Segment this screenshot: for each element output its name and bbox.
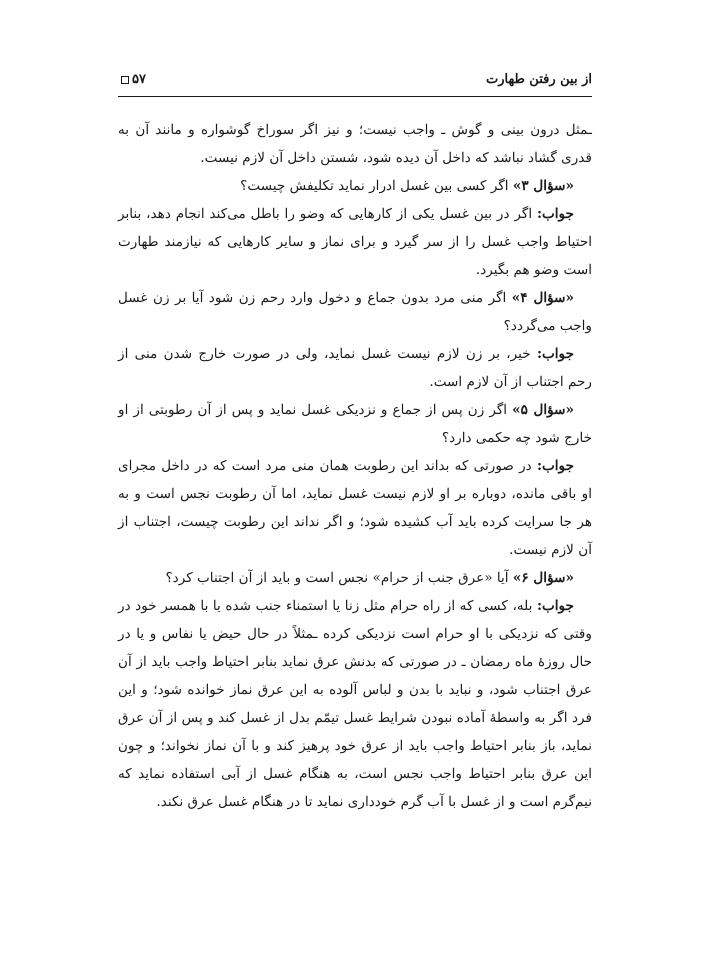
page-body	[118, 116, 592, 816]
question-4	[118, 284, 592, 340]
question-text: اگر کسی بین غسل ادرار نماید تکلیفش چیست؟	[240, 178, 513, 194]
answer-4	[118, 340, 592, 396]
answer-5	[118, 452, 592, 564]
page-number-group	[118, 72, 146, 87]
question-5	[118, 396, 592, 452]
question-text: اگر منی مرد بدون جماع و دخول وارد رحم زن شود آیا بر زن غسل واجب می‌گردد؟	[118, 290, 592, 334]
answer-text: در صورتی که بداند این رطوبت همان منی مرد است که در داخل مجرای او باقی مانده، دوباره بر او لازم نیست غسل نماید، اما آن رطوبت نجس است و به هر جا سرایت کرده باید آب کشیده شود؛ و اگر نداند این رطوبت چیست، اجتناب از آن لازم نیست.	[118, 458, 592, 558]
header-rule	[118, 96, 592, 97]
paragraph-continuation	[118, 116, 592, 172]
answer-label: جواب:	[536, 598, 574, 614]
answer-text: اگر در بین غسل یکی از کارهایی که وضو را باطل می‌کند انجام دهد، بنابر احتیاط واجب غسل را از سر گیرد و برای نماز و سایر کارهایی که نیازمند طهارت است وضو هم بگیرد.	[118, 206, 592, 278]
page-number: ۵۷	[132, 72, 146, 87]
paragraph-text: ـمثل درون بینی و گوش ـ واجب نیست؛ و نیز اگر سوراخ گوشواره و مانند آن به قدری گشاد نباشد که داخل آن دیده شود، شستن داخل آن لازم نیست.	[118, 122, 592, 166]
answer-label: جواب:	[536, 458, 574, 474]
question-label: «سؤال ۴»	[511, 290, 575, 306]
running-title: از بین رفتن طهارت	[485, 72, 592, 87]
question-text: آیا «عرق جنب از حرام» نجس است و باید از آن اجتناب کرد؟	[165, 570, 513, 586]
square-bullet-icon	[121, 76, 129, 84]
answer-3	[118, 200, 592, 284]
question-label: «سؤال ۵»	[512, 402, 575, 418]
question-label: «سؤال ۶»	[512, 570, 574, 586]
answer-text: خیر، بر زن لازم نیست غسل نماید، ولی در صورت خارج شدن منی از رحم اجتناب از آن لازم است.	[118, 346, 592, 390]
answer-label: جواب:	[536, 346, 574, 362]
question-3	[118, 172, 592, 200]
question-text: اگر زن پس از جماع و نزدیکی غسل نماید و پس از آن رطوبتی از او خارج شود چه حکمی دارد؟	[118, 402, 592, 446]
page-header	[118, 72, 592, 94]
answer-label: جواب:	[536, 206, 574, 222]
answer-6	[118, 592, 592, 816]
question-6	[118, 564, 592, 592]
question-label: «سؤال ۳»	[512, 178, 574, 194]
answer-text: بله، کسی که از راه حرام مثل زنا یا استمناء جنب شده یا با همسر خود در وقتی که نزدیکی با او حرام است نزدیکی کرده ـمثلاً در حال حیض یا نفاس و یا در حال روزهٔ ماه رمضان ـ در صورتی که بدنش عرق نماید بنابر احتیاط واجب باید از آن عرق اجتناب شود، و نباید با بدن و لباس آلوده به این عرق نماز خوانده شود؛ و این فرد اگر به واسطهٔ آماده نبودن شرایط غسل تیمّم بدل از غسل کند و پس از آن عرق نماید، باز بنابر احتیاط واجب باید از عرق خود پرهیز کند و با آن نماز نخواند؛ و چون این عرق بنابر احتیاط واجب نجس است، به هنگام غسل از آبی استفاده نماید که نیم‌گرم است و از غسل با آب گرم خودداری نماید تا در هنگام غسل عرق نکند.	[118, 598, 592, 810]
